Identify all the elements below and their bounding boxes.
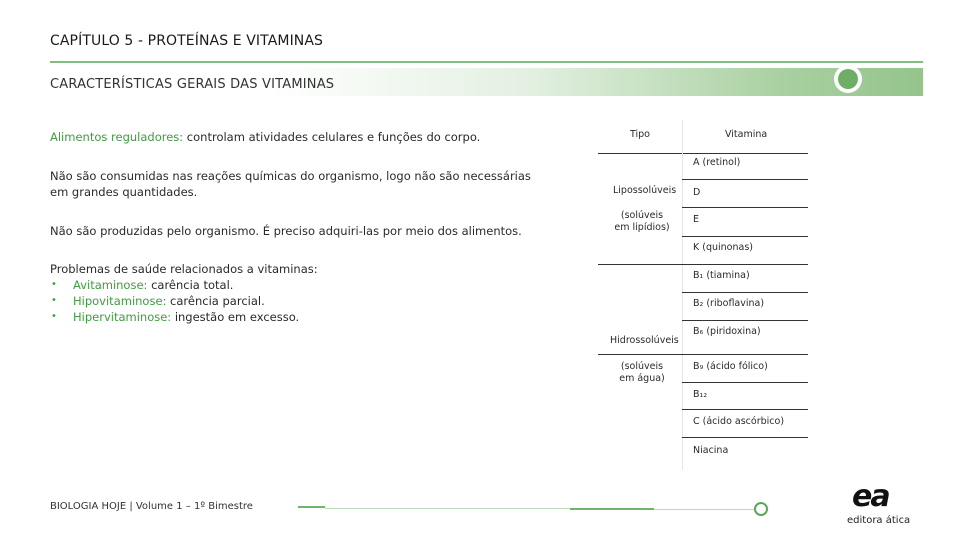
table-header-vitamin: Vitamina	[725, 129, 768, 140]
footer-line	[325, 508, 570, 509]
table-divider	[682, 382, 808, 383]
table-divider	[598, 153, 808, 154]
logo-mark: ea	[852, 479, 889, 514]
table-divider	[598, 264, 808, 265]
paragraph-reguladores	[50, 129, 480, 145]
table-divider	[682, 207, 808, 208]
table-header-type: Tipo	[630, 129, 650, 140]
table-divider	[682, 320, 808, 321]
table-divider	[682, 292, 808, 293]
chapter-title: CAPÍTULO 5 - PROTEÍNAS E VITAMINAS	[50, 33, 324, 49]
list-item: • Hipervitaminose: ingestão em excesso.	[50, 309, 318, 325]
table-type-lipo-note: (solúveis em lipídios)	[614, 210, 670, 233]
problemas-intro: Problemas de saúde relacionados a vitaminas:	[50, 262, 318, 276]
logo-text: editora ática	[847, 515, 911, 526]
table-type-lipossoluveis: Lipossolúveis	[613, 185, 677, 196]
term-reguladores: Alimentos reguladores:	[50, 130, 184, 144]
list-item: • Hipovitaminose: carência parcial.	[50, 293, 318, 309]
list-item: • Avitaminose: carência total.	[50, 277, 318, 293]
table-row: K (quinonas)	[693, 242, 753, 253]
table-row: B₁₂	[693, 389, 708, 400]
table-row: B₂ (riboflavina)	[693, 298, 765, 309]
table-row: A (retinol)	[693, 157, 741, 168]
table-row: B₆ (piridoxina)	[693, 326, 761, 337]
table-row: C (ácido ascórbico)	[693, 416, 785, 427]
band-circle-icon	[834, 65, 862, 93]
footer-line	[570, 508, 654, 510]
paragraph-problemas	[50, 261, 318, 325]
table-divider	[682, 409, 808, 410]
problemas-list	[50, 277, 318, 325]
paragraph-produzidas: Não são produzidas pelo organismo. É preciso adquiri-las por meio dos alimentos.	[50, 224, 522, 238]
table-divider	[682, 236, 808, 237]
editora-logo	[844, 481, 914, 529]
text-reguladores: controlam atividades celulares e funções do corpo.	[183, 130, 481, 144]
table-divider	[682, 179, 808, 180]
table-row: D	[693, 187, 701, 198]
table-row: B₁ (tiamina)	[693, 270, 750, 281]
table-divider	[598, 354, 808, 355]
table-divider	[682, 437, 808, 438]
section-title: CARACTERÍSTICAS GERAIS DAS VITAMINAS	[50, 77, 335, 92]
table-type-hidrossoluveis: Hidrossolúveis	[610, 335, 679, 346]
vitamin-table	[598, 0, 808, 540]
table-row: Niacina	[693, 445, 729, 456]
table-row: B₉ (ácido fólico)	[693, 361, 768, 372]
footer-line	[298, 506, 325, 508]
footer-line	[654, 509, 754, 510]
table-row: E	[693, 214, 700, 225]
table-column-divider	[682, 120, 683, 470]
paragraph-consumidas: Não são consumidas nas reações químicas do organismo, logo não são necessárias em grandes quantidades.	[50, 169, 531, 199]
table-type-hidro-note: (solúveis em água)	[619, 361, 665, 384]
footer-text: BIOLOGIA HOJE | Volume 1 – 1º Bimestre	[50, 501, 253, 512]
footer-dot-icon	[754, 502, 768, 516]
